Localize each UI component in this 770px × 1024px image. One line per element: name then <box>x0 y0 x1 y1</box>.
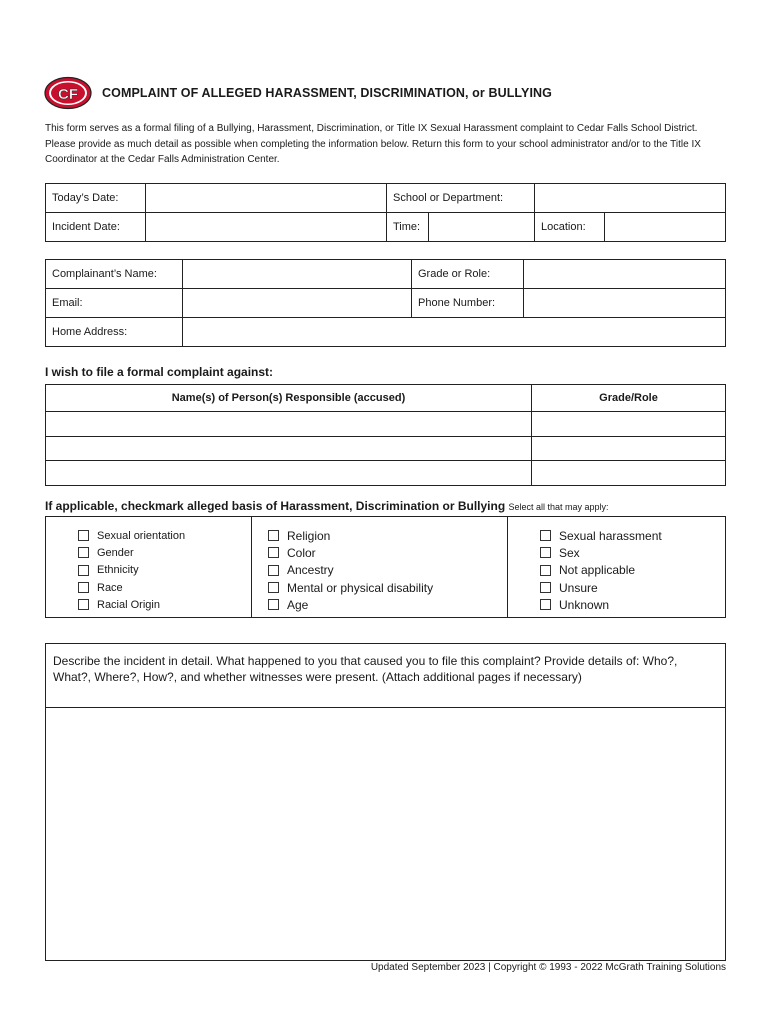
checkbox-option[interactable] <box>78 527 251 544</box>
basis-column-3 <box>508 517 725 617</box>
complainant-table <box>45 259 726 347</box>
basis-heading <box>45 499 609 513</box>
time-field[interactable] <box>429 213 535 242</box>
checkbox-option[interactable] <box>540 579 725 596</box>
checkbox-option[interactable] <box>268 527 507 544</box>
checkbox[interactable] <box>268 582 279 593</box>
checkbox[interactable] <box>540 565 551 576</box>
incident-date-field[interactable] <box>146 213 387 242</box>
accused-grade-field[interactable] <box>532 436 726 461</box>
checkbox-option[interactable] <box>540 562 725 579</box>
accused-name-field[interactable] <box>46 461 532 486</box>
checkbox[interactable] <box>78 582 89 593</box>
checkbox-label: Sexual orientation <box>97 529 186 542</box>
describe-incident-field[interactable] <box>46 708 725 960</box>
checkbox-label: Not applicable <box>559 563 636 578</box>
home-address-field[interactable] <box>183 318 726 347</box>
accused-names-header: Name(s) of Person(s) Responsible (accused) <box>46 385 532 412</box>
checkbox-option[interactable] <box>78 579 251 596</box>
time-label: Time: <box>387 213 429 242</box>
checkbox-label: Gender <box>97 546 134 559</box>
school-department-field[interactable] <box>535 184 726 213</box>
cedar-falls-logo <box>44 76 92 110</box>
accused-name-field[interactable] <box>46 412 532 437</box>
checkbox-option[interactable] <box>268 562 507 579</box>
school-department-label: School or Department: <box>387 184 535 213</box>
checkbox[interactable] <box>540 547 551 558</box>
checkbox[interactable] <box>540 582 551 593</box>
accused-grade-field[interactable] <box>532 412 726 437</box>
checkbox[interactable] <box>78 530 89 541</box>
checkbox-option[interactable] <box>268 579 507 596</box>
checkbox-option[interactable] <box>540 596 725 613</box>
checkbox-label: Unknown <box>559 597 610 612</box>
checkbox-label: Mental or physical disability <box>287 580 434 595</box>
accused-heading: I wish to file a formal complaint against: <box>45 365 274 379</box>
home-address-label: Home Address: <box>46 318 183 347</box>
checkbox-label: Ancestry <box>287 563 334 578</box>
checkbox-label: Race <box>97 581 123 594</box>
grade-role-label: Grade or Role: <box>412 260 524 289</box>
accused-table <box>45 384 726 486</box>
email-field[interactable] <box>183 289 412 318</box>
phone-field[interactable] <box>524 289 726 318</box>
incident-table <box>45 183 726 242</box>
complainant-name-label: Complainant’s Name: <box>46 260 183 289</box>
footer-copyright: Updated September 2023 | Copyright © 1993 - 2022 McGrath Training Solutions <box>370 962 726 973</box>
checkbox-label: Religion <box>287 528 331 543</box>
basis-heading-note: Select all that may apply: <box>508 502 609 512</box>
checkbox[interactable] <box>540 599 551 610</box>
checkbox-option[interactable] <box>78 596 251 613</box>
checkbox-label: Racial Origin <box>97 598 160 611</box>
checkbox-option[interactable] <box>540 544 725 561</box>
accused-grade-header: Grade/Role <box>532 385 726 412</box>
incident-date-label: Incident Date: <box>46 213 146 242</box>
checkbox-option[interactable] <box>78 544 251 561</box>
checkbox-label: Age <box>287 597 309 612</box>
describe-incident-box <box>45 643 726 961</box>
accused-name-field[interactable] <box>46 436 532 461</box>
phone-label: Phone Number: <box>412 289 524 318</box>
grade-role-field[interactable] <box>524 260 726 289</box>
checkbox-label: Unsure <box>559 580 598 595</box>
checkbox-label: Sex <box>559 545 580 560</box>
checkbox-label: Ethnicity <box>97 564 139 577</box>
checkbox[interactable] <box>78 565 89 576</box>
checkbox[interactable] <box>78 599 89 610</box>
checkbox[interactable] <box>540 530 551 541</box>
logo-text: CF <box>58 86 78 103</box>
describe-incident-prompt: Describe the incident in detail. What happened to you that caused you to file this complaint? Provide details of: Who?, What?, Where?, How?, and whether witnesses were present. (Attach additional pages if necessary) <box>46 644 725 708</box>
checkbox-label: Sexual harassment <box>559 528 662 543</box>
checkbox[interactable] <box>268 565 279 576</box>
checkbox-label: Color <box>287 545 316 560</box>
checkbox-option[interactable] <box>78 562 251 579</box>
checkbox-option[interactable] <box>268 596 507 613</box>
checkbox[interactable] <box>268 599 279 610</box>
location-label: Location: <box>535 213 605 242</box>
basis-column-1 <box>46 517 252 617</box>
checkbox-option[interactable] <box>540 527 725 544</box>
basis-heading-text: If applicable, checkmark alleged basis of Harassment, Discrimination or Bullying <box>45 499 506 513</box>
page-title: COMPLAINT OF ALLEGED HARASSMENT, DISCRIMINATION, or BULLYING <box>102 86 552 100</box>
checkbox[interactable] <box>78 547 89 558</box>
checkbox-option[interactable] <box>268 544 507 561</box>
checkbox[interactable] <box>268 530 279 541</box>
complainant-name-field[interactable] <box>183 260 412 289</box>
location-field[interactable] <box>605 213 726 242</box>
intro-paragraph: This form serves as a formal filing of a Bullying, Harassment, Discrimination, or Title IX Sexual Harassment complaint to Cedar Falls School District. Please provide as much detail as possible when completing the information below. Return this form to your school administrator and/or to the Title IX Coordinator at the Cedar Falls Administration Center. <box>45 123 701 165</box>
accused-grade-field[interactable] <box>532 461 726 486</box>
basis-column-2 <box>252 517 508 617</box>
basis-checklist <box>45 516 726 618</box>
todays-date-label: Today’s Date: <box>46 184 146 213</box>
todays-date-field[interactable] <box>146 184 387 213</box>
checkbox[interactable] <box>268 547 279 558</box>
email-label: Email: <box>46 289 183 318</box>
